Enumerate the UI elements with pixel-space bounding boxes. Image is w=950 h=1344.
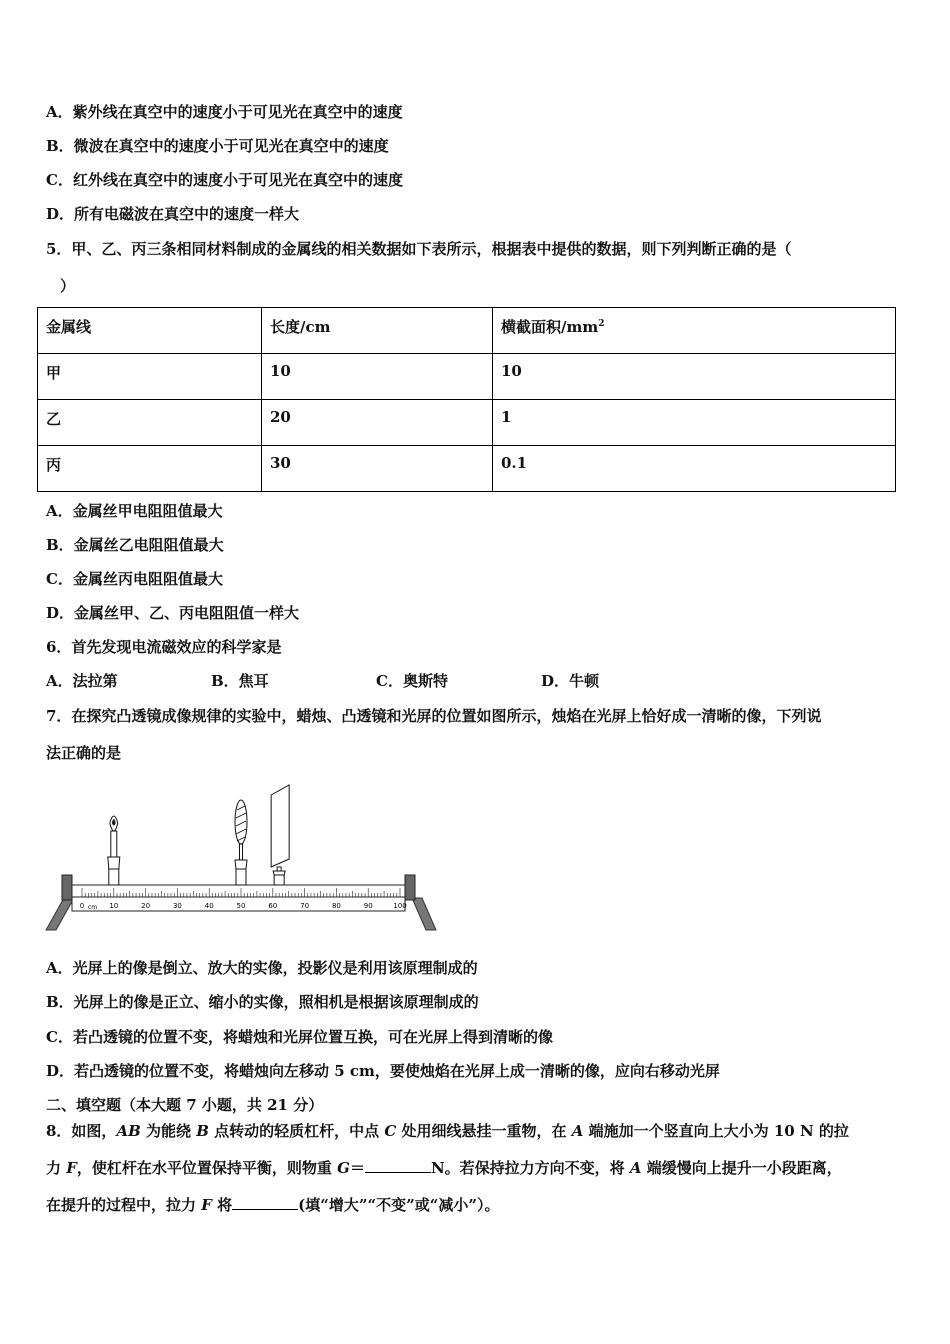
area-header-label: 横截面积/mm [501, 318, 599, 336]
q8-text: ，使杠杆在水平位置保持平衡，则物重 [76, 1159, 338, 1177]
optical-bench-svg [44, 780, 444, 935]
var-f: F [201, 1196, 212, 1214]
candle [108, 816, 120, 885]
q6-option-b: B．焦耳 [211, 672, 269, 690]
q8-text: 力 [46, 1159, 67, 1177]
table-cell: 0.1 [493, 446, 896, 492]
ruler-tick-label: 20 [141, 902, 151, 910]
q4-option-d: D．所有电磁波在真空中的速度一样大 [46, 205, 300, 223]
left-leg [46, 898, 74, 930]
table-cell: 1 [493, 400, 896, 446]
table-cell: 10 [493, 354, 896, 400]
lens-holder [235, 860, 247, 869]
screen-holder [273, 871, 285, 875]
answer-blank-force[interactable] [232, 1195, 298, 1210]
screen-slider [274, 875, 284, 885]
q5-stem-line1: 5．甲、乙、丙三条相同材料制成的金属线的相关数据如下表所示，根据表中提供的数据，则下列判断正确的是（ [46, 240, 792, 258]
q8-text: 将 [211, 1196, 233, 1214]
table-header-cell: 金属线 [38, 308, 262, 354]
var-c: C [384, 1122, 397, 1140]
table-row [38, 400, 896, 446]
var-g: G [337, 1159, 350, 1177]
q6-option-d: D．牛顿 [541, 672, 600, 690]
q8-text: N。若保持拉力方向不变，将 [430, 1159, 630, 1177]
table-row [38, 354, 896, 400]
var-a: A [571, 1122, 584, 1140]
ruler-tick-label: 100 [393, 902, 407, 910]
ruler-tick-label: 90 [363, 902, 373, 910]
q8-text: 端施加一个竖直向上大小为 10 N 的拉 [583, 1122, 849, 1140]
table-header-cell: 长度/cm [262, 308, 493, 354]
q4-option-b: B．微波在真空中的速度小于可见光在真空中的速度 [46, 137, 389, 155]
lens-slider [236, 869, 246, 885]
q8-line3 [46, 1195, 500, 1215]
q4-option-c: C．红外线在真空中的速度小于可见光在真空中的速度 [46, 171, 403, 189]
squared-superscript: 2 [598, 319, 605, 329]
q7-option-b: B．光屏上的像是正立、缩小的实像，照相机是根据该原理制成的 [46, 993, 479, 1011]
q8-line1 [46, 1121, 849, 1141]
table-cell: 20 [262, 400, 493, 446]
lens-stem [240, 844, 243, 860]
bench-rail [72, 885, 405, 897]
table-row [38, 446, 896, 492]
q5-option-d: D．金属丝甲、乙、丙电阻阻值一样大 [46, 604, 300, 622]
table-cell: 30 [262, 446, 493, 492]
table-cell: 乙 [38, 400, 262, 446]
ruler-unit-label: cm [88, 904, 98, 911]
q7-stem-line2: 法正确的是 [46, 744, 122, 762]
var-f: F [66, 1159, 77, 1177]
right-leg [412, 898, 436, 930]
q5-option-c: C．金属丝丙电阻阻值最大 [46, 570, 223, 588]
var-ab: AB [116, 1122, 141, 1140]
right-end-block [405, 875, 415, 900]
answer-blank-weight[interactable] [365, 1158, 431, 1173]
lens-icon [235, 800, 247, 844]
q6-stem: 6．首先发现电流磁效应的科学家是 [46, 638, 282, 656]
q6-option-a: A．法拉第 [46, 672, 118, 690]
ruler-tick-label: 60 [268, 902, 278, 910]
ruler-tick-label: 70 [300, 902, 310, 910]
q5-option-a: A．金属丝甲电阻阻值最大 [46, 502, 223, 520]
q7-stem-line1: 7．在探究凸透镜成像规律的实验中，蜡烛、凸透镜和光屏的位置如图所示，烛焰在光屏上恰好成一清晰的像，下列说 [46, 707, 822, 725]
q8-text: 在提升的过程中，拉力 [46, 1196, 202, 1214]
q8-text: 8．如图， [46, 1122, 117, 1140]
screen-panel-icon [271, 785, 289, 867]
candle-body [111, 831, 117, 857]
ruler-tick-label: 10 [109, 902, 119, 910]
q6-options [46, 671, 599, 691]
section-title: 二、填空题（本大题 7 小题，共 21 分） [46, 1096, 324, 1114]
optical-bench-figure [44, 780, 444, 939]
candle-holder [108, 857, 120, 869]
q7-option-a: A．光屏上的像是倒立、放大的实像，投影仪是利用该原理制成的 [46, 959, 478, 977]
q8-text: ＝ [349, 1159, 365, 1177]
q7-option-d: D．若凸透镜的位置不变，将蜡烛向左移动 5 cm，要使烛焰在光屏上成一清晰的像，应向右移动光屏 [46, 1062, 720, 1080]
q6-option-c: C．奥斯特 [376, 672, 448, 690]
q5-stem-line2: ） [60, 277, 76, 295]
screen-stem [277, 867, 281, 871]
q8-text: 处用细线悬挂一重物，在 [396, 1122, 572, 1140]
convex-lens [235, 800, 247, 885]
q7-option-c: C．若凸透镜的位置不变，将蜡烛和光屏位置互换，可在光屏上得到清晰的像 [46, 1028, 553, 1046]
ruler-tick-label: 80 [331, 902, 341, 910]
q8-text: (填“增大”“不变”或“减小”）。 [298, 1196, 500, 1214]
table-header-row [38, 308, 896, 354]
table-cell: 丙 [38, 446, 262, 492]
q8-text: 为能绕 [140, 1122, 197, 1140]
table-cell: 甲 [38, 354, 262, 400]
light-screen [271, 785, 289, 885]
var-a: A [629, 1159, 642, 1177]
candle-slider [109, 869, 119, 885]
table-cell: 10 [262, 354, 493, 400]
ruler-tick-label: 0 [79, 902, 85, 910]
ruler-tick-label: 50 [236, 902, 246, 910]
table-header-cell [493, 308, 896, 354]
q8-text: 点转动的轻质杠杆，中点 [208, 1122, 385, 1140]
q5-option-b: B．金属丝乙电阻阻值最大 [46, 536, 224, 554]
q8-text: 端缓慢向上提升一小段距离， [641, 1159, 842, 1177]
q4-option-a: A．紫外线在真空中的速度小于可见光在真空中的速度 [46, 103, 403, 121]
left-end-block [62, 875, 72, 900]
ruler-tick-label: 40 [204, 902, 214, 910]
q8-line2 [46, 1158, 842, 1178]
metal-data-table [37, 307, 896, 492]
ruler-tick-label: 30 [172, 902, 182, 910]
var-b: B [196, 1122, 209, 1140]
